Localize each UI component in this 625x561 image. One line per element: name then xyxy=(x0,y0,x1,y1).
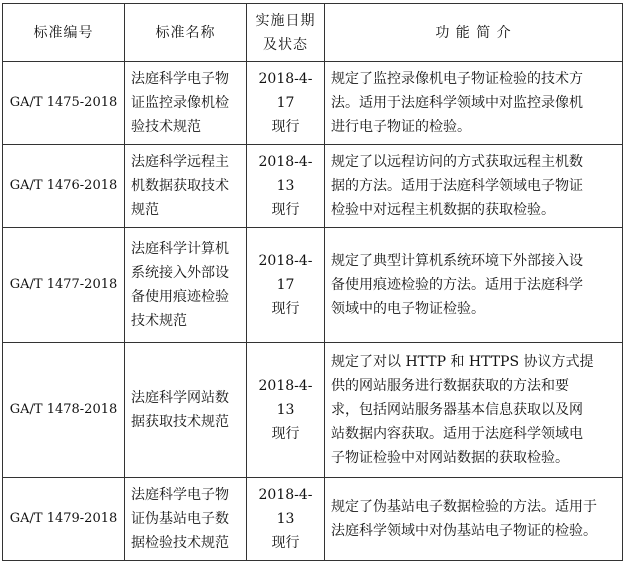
function-line: 检验中对远程主机数据的获取检验。 xyxy=(331,202,555,218)
function-line: 法。适用于法庭科学领域中对监控录像机 xyxy=(331,95,583,111)
implementation-date: 2018-4-13 xyxy=(258,154,313,194)
standard-name-line: 技术规范 xyxy=(131,313,187,329)
function-description xyxy=(325,228,623,343)
function-line: 规定了监控录像机电子物证检验的技术方 xyxy=(331,71,583,87)
status: 现行 xyxy=(271,301,300,317)
table-row xyxy=(3,228,623,343)
standard-name-line: 法庭科学网站数 xyxy=(131,390,229,406)
standard-number: GA/T 1477-2018 xyxy=(3,228,125,343)
implementation-date: 2018-4-17 xyxy=(258,71,313,111)
standard-name-line: 证伪基站电子数 xyxy=(131,511,229,527)
function-line: 规定了以远程访问的方式获取远程主机数 xyxy=(331,154,583,170)
standard-name-line: 证监控录像机检 xyxy=(131,95,229,111)
status: 现行 xyxy=(271,119,300,135)
header-date-status-line: 实施日期 xyxy=(255,12,316,29)
header-date-status-line: 及状态 xyxy=(263,36,308,53)
function-line: 进行电子物证的检验。 xyxy=(331,119,471,135)
standard-name xyxy=(125,228,247,343)
function-line: 领域中的电子物证检验。 xyxy=(331,301,485,317)
standard-name xyxy=(125,343,247,478)
standard-name-line: 系统接入外部设 xyxy=(131,265,229,281)
header-function: 功 能 简 介 xyxy=(325,4,623,62)
function-line: 备使用痕迹检验的方法。适用于法庭科学 xyxy=(331,277,583,293)
header-name: 标准名称 xyxy=(125,4,247,62)
function-description xyxy=(325,343,623,478)
date-status xyxy=(247,478,325,561)
date-status xyxy=(247,62,325,145)
function-description xyxy=(325,62,623,145)
function-line: 求，包括网站服务器基本信息获取以及网 xyxy=(331,402,583,418)
implementation-date: 2018-4-17 xyxy=(258,253,313,293)
standard-name xyxy=(125,62,247,145)
standard-name-line: 法庭科学电子物 xyxy=(131,71,229,87)
date-status xyxy=(247,228,325,343)
standard-name-line: 法庭科学远程主 xyxy=(131,154,229,170)
standard-name xyxy=(125,478,247,561)
table-row xyxy=(3,343,623,478)
standards-table xyxy=(2,3,623,561)
table-row xyxy=(3,478,623,561)
standard-number: GA/T 1476-2018 xyxy=(3,145,125,228)
standard-name-line: 法庭科学电子物 xyxy=(131,487,229,503)
header-number: 标准编号 xyxy=(3,4,125,62)
standard-name-line: 规范 xyxy=(131,202,159,218)
standard-name-line: 法庭科学计算机 xyxy=(131,241,229,257)
function-line: 规定了伪基站电子数据检验的方法。适用于 xyxy=(331,499,597,515)
function-line: 子物证检验中对网站数据的获取检验。 xyxy=(331,450,569,466)
table-row xyxy=(3,145,623,228)
status: 现行 xyxy=(271,426,300,442)
function-description xyxy=(325,145,623,228)
standard-number: GA/T 1475-2018 xyxy=(3,62,125,145)
function-line: 供的网站服务进行数据获取的方法和要 xyxy=(331,378,569,394)
function-line: 站数据内容获取。适用于法庭科学领域电 xyxy=(331,426,583,442)
function-line: 规定了典型计算机系统环境下外部接入设 xyxy=(331,253,583,269)
standard-name xyxy=(125,145,247,228)
function-line: 法庭科学领域中对伪基站电子物证的检验。 xyxy=(331,523,597,539)
function-line: 规定了对以 HTTP 和 HTTPS 协议方式提 xyxy=(331,354,594,370)
status: 现行 xyxy=(271,535,300,551)
table-header-row xyxy=(3,4,623,62)
date-status xyxy=(247,343,325,478)
standard-name-line: 备使用痕迹检验 xyxy=(131,289,229,305)
standard-name-line: 验技术规范 xyxy=(131,119,201,135)
date-status xyxy=(247,145,325,228)
function-line: 据的方法。适用于法庭科学领域电子物证 xyxy=(331,178,583,194)
standard-number: GA/T 1478-2018 xyxy=(3,343,125,478)
implementation-date: 2018-4-13 xyxy=(258,378,313,418)
standard-name-line: 据获取技术规范 xyxy=(131,414,229,430)
function-description xyxy=(325,478,623,561)
implementation-date: 2018-4-13 xyxy=(258,487,313,527)
standard-number: GA/T 1479-2018 xyxy=(3,478,125,561)
standard-name-line: 机数据获取技术 xyxy=(131,178,229,194)
status: 现行 xyxy=(271,202,300,218)
table-row xyxy=(3,62,623,145)
header-date-status xyxy=(247,4,325,62)
standard-name-line: 据检验技术规范 xyxy=(131,535,229,551)
